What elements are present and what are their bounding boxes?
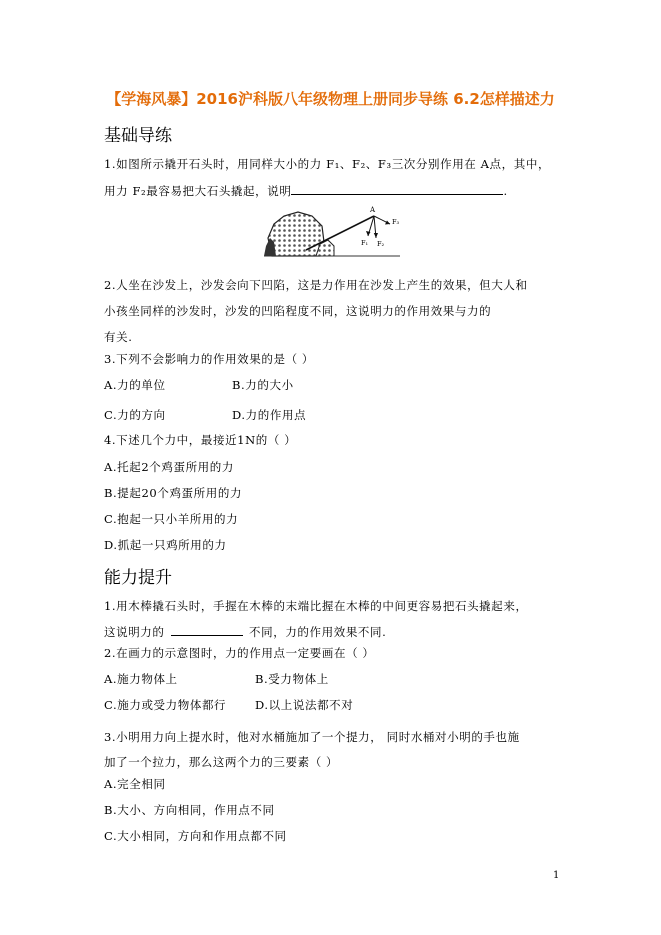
q2-line-1: 2.人坐在沙发上，沙发会向下凹陷，这是力作用在沙发上产生的效果，但大人和 (104, 278, 528, 292)
q3-option-b: B.力的大小 (232, 378, 294, 392)
q1-line-1: 1.如图所示撬开石头时，用同样大小的力 F₁、F₂、F₃三次分别作用在 A点，其中， (104, 157, 551, 171)
p1-line-2 (104, 623, 386, 640)
q1-line-2 (104, 182, 508, 199)
q2-line-2: 小孩坐同样的沙发时，沙发的凹陷程度不同，这说明力的作用效果与力的 (104, 304, 492, 318)
answer-blank[interactable] (171, 623, 243, 636)
q1-period: . (503, 184, 508, 198)
p2-stem: 2.在画力的示意图时，力的作用点一定要画在（ ） (104, 646, 375, 660)
q3-option-d: D.力的作用点 (232, 408, 307, 422)
f1-label: F₁ (361, 239, 369, 247)
p3-option-c: C.大小相同，方向和作用点都不同 (104, 829, 287, 843)
point-a-label: A (370, 206, 376, 214)
q3-option-c: C.力的方向 (104, 408, 166, 422)
p1-line-1: 1.用木棒撬石头时，手握在木棒的末端比握在木棒的中间更容易把石头撬起来， (104, 599, 528, 613)
q4-option-d: D.抓起一只鸡所用的力 (104, 538, 227, 552)
document-title: 【学海风暴】2016沪科版八年级物理上册同步导练 6.2怎样描述力 (106, 90, 555, 108)
rock-shape (268, 212, 324, 256)
p1-text-b: 不同，力的作用效果不同. (249, 625, 387, 639)
q4-option-a: A.托起2个鸡蛋所用的力 (104, 460, 234, 474)
p2-option-d: D.以上说法都不对 (255, 698, 354, 712)
p3-option-a: A.完全相同 (104, 777, 166, 791)
q4-option-b: B.提起20个鸡蛋所用的力 (104, 486, 243, 500)
section-heading-basic: 基础导练 (104, 126, 172, 146)
p3-option-b: B.大小、方向相同，作用点不同 (104, 803, 275, 817)
q3-stem: 3.下列不会影响力的作用效果的是（ ） (104, 352, 315, 366)
answer-blank[interactable] (291, 182, 503, 195)
f3-label: F₃ (392, 218, 400, 226)
p2-option-b: B.受力物体上 (255, 672, 329, 686)
q2-line-3: 有关. (104, 330, 133, 344)
lever-figure (262, 198, 402, 260)
page-number: 1 (553, 870, 560, 881)
q4-option-c: C.抱起一只小羊所用的力 (104, 512, 239, 526)
q3-option-a: A.力的单位 (104, 378, 166, 392)
p3-line-1: 3.小明用力向上提水时，他对水桶施加了一个提力， 同时水桶对小明的手也施 (104, 730, 520, 744)
p2-option-a: A.施力物体上 (104, 672, 178, 686)
p1-text-a: 这说明力的 (104, 625, 165, 639)
q1-text: 用力 F₂最容易把大石头撬起，说明 (104, 184, 292, 198)
f2-label: F₂ (377, 240, 385, 248)
q4-stem: 4.下述几个力中，最接近1N的（ ） (104, 433, 297, 447)
p3-line-2: 加了一个拉力，那么这两个力的三要素（ ） (104, 755, 339, 769)
p2-option-c: C.施力或受力物体都行 (104, 698, 227, 712)
section-heading-advanced: 能力提升 (104, 568, 172, 588)
